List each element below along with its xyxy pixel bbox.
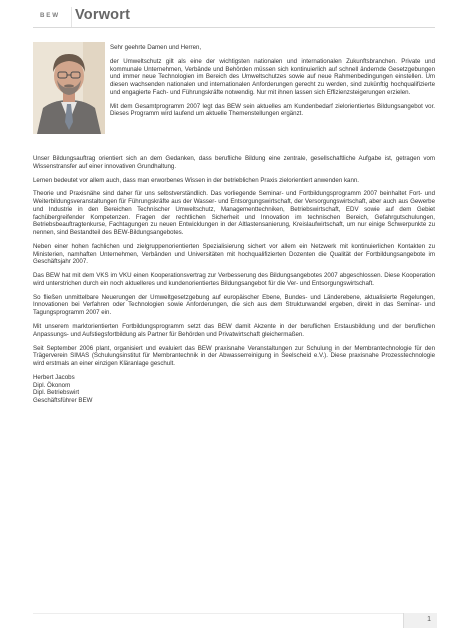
body-paragraph: Das BEW hat mit dem VKS im VKU einen Kooperationsvertrag zur Verbesserung des Bildungsangebotes 2007 abgeschlossen. Diese Kooperation wird unterstrichen durch ein noch aktuelleres und kundenorientiertes Bildungsangebot für die Ver- und Entsorgungswirtschaft. bbox=[33, 272, 435, 287]
body-paragraph: Neben einer hohen fachlichen und zielgruppenorientierten Spezialisierung sichert vor allem ein Netzwerk mit kontinuierlichen Kontakten zu Ministerien, namhaften Unternehmen, Verbänden und Universitäten mit hochqualifizierten Dozenten die Qualität der Fortbildungsangebote im Geschäftsjahr 2007. bbox=[33, 242, 435, 266]
signature-block bbox=[33, 374, 435, 404]
logo-text: BEW bbox=[40, 12, 60, 19]
body-paragraph: So fließen unmittelbare Neuerungen der Umweltgesetzgebung auf europäischer Ebene, Bundes- und Länderebene, aktualisierte Regelungen, Innovationen bei Verfahren oder Technologien sowie Anforderungen, die sich aus dem Strukturwandel ergeben, direkt in das Seminar- und Tagungsprogramm 2007 ein. bbox=[33, 293, 435, 317]
page-header bbox=[33, 7, 435, 28]
page-title: Vorwort bbox=[75, 7, 131, 23]
body-paragraph: Unser Bildungsauftrag orientiert sich an dem Gedanken, dass berufliche Bildung eine zentrale, gesellschaftliche Aufgabe ist, getragen vom Wissenstransfer auf einer innovativen Grundhaltung. bbox=[33, 155, 435, 170]
intro-paragraph: der Umweltschutz gilt als eine der wichtigsten nationalen und internationalen Zukunftsbranchen. Private und kommunale Unternehmen, Verbände und Behörden müssen sich kontinuierlich auf schnell ändernde Gesetzgebungen und immer neue Technologien im Bereich des Umweltschutzes sowie auf neue Rahmenbedingungen einstellen. Um diesen wachsenden nationalen und internationalen Anforderungen gerecht zu werden, sind zukünftig hochqualifizierte und engagierte Fach- und Führungskräfte notwendig. Nur mit ihnen lassen sich Effizienzsteigerungen erzielen. bbox=[110, 57, 435, 96]
body-section bbox=[33, 155, 435, 404]
salutation: Sehr geehrte Damen und Herren, bbox=[110, 44, 202, 51]
body-paragraph: Seit September 2006 plant, organisiert und evaluiert das BEW praxisnahe Veranstaltungen zur Schulung in der Membrantechnologie für den Trägerverein SIMAS (Schulungsinstitut für Membrantechnik in der Abwasserreinigung in Seelscheid e.V.). Diese praxisnahe Prozesstechnologie wird erstmals an einer einzigen Kläranlage geschult. bbox=[33, 344, 435, 368]
body-paragraph: Theorie und Praxisnähe sind daher für uns selbstverständlich. Das vorliegende Seminar- und Fortbildungsprogramm 2007 beinhaltet Fort- und Weiterbildungsveranstaltungen für Führungskräfte aus der Wasser- und Entsorgungswirtschaft, der Versorgungswirtschaft, aber auch aus Gewerbe und Industrie in den Bereichen Technischer Umweltschutz, Managementtechniken, Betriebswirtschaft, EDV sowie auf dem Gebiet fachübergreifender Kompetenzen. Fragen der rechtlichen Sicherheit und Innovation im technischen Bereich, Gefahrgutschulungen, Betriebsbeauftragtenkurse, Fachtagungen zu neuen Entwicklungen in der Altlastensanierung, Kreislaufwirtschaft, um nur einige Schwerpunkte zu nennen, sind Bestandteil des BEW-Bildungsangebotes. bbox=[33, 190, 435, 236]
body-paragraph: Mit unserem marktorientierten Fortbildungsprogramm setzt das BEW damit Akzente in der beruflichen Erstausbildung und der beruflichen Anpassungs- und Aufstiegsfortbildung als Partner für Behörden und Privatwirtschaft gleichermaßen. bbox=[33, 323, 435, 338]
intro-paragraph: Mit dem Gesamtprogramm 2007 legt das BEW sein aktuelles am Kundenbedarf zielorientiertes Bildungsangebot vor. Dieses Programm wird laufend um aktuelle Themenstellungen ergänzt. bbox=[110, 102, 435, 118]
portrait-photo bbox=[33, 42, 105, 134]
page-number: 1 bbox=[427, 616, 431, 623]
signature-role: Geschäftsführer BEW bbox=[33, 396, 93, 404]
intro-section bbox=[110, 44, 435, 124]
footer-line bbox=[33, 613, 403, 629]
signature-title: Dipl. Ökonom bbox=[33, 381, 71, 389]
logo bbox=[33, 7, 72, 27]
signature-title: Dipl. Betriebswirt bbox=[33, 389, 80, 397]
page-number-box bbox=[403, 613, 437, 628]
portrait-icon bbox=[33, 42, 105, 134]
signature-name: Herbert Jacobs bbox=[33, 373, 75, 381]
body-paragraph: Lernen bedeutet vor allem auch, dass man erworbenes Wissen in der betrieblichen Praxis zielorientiert anwenden kann. bbox=[33, 176, 359, 184]
